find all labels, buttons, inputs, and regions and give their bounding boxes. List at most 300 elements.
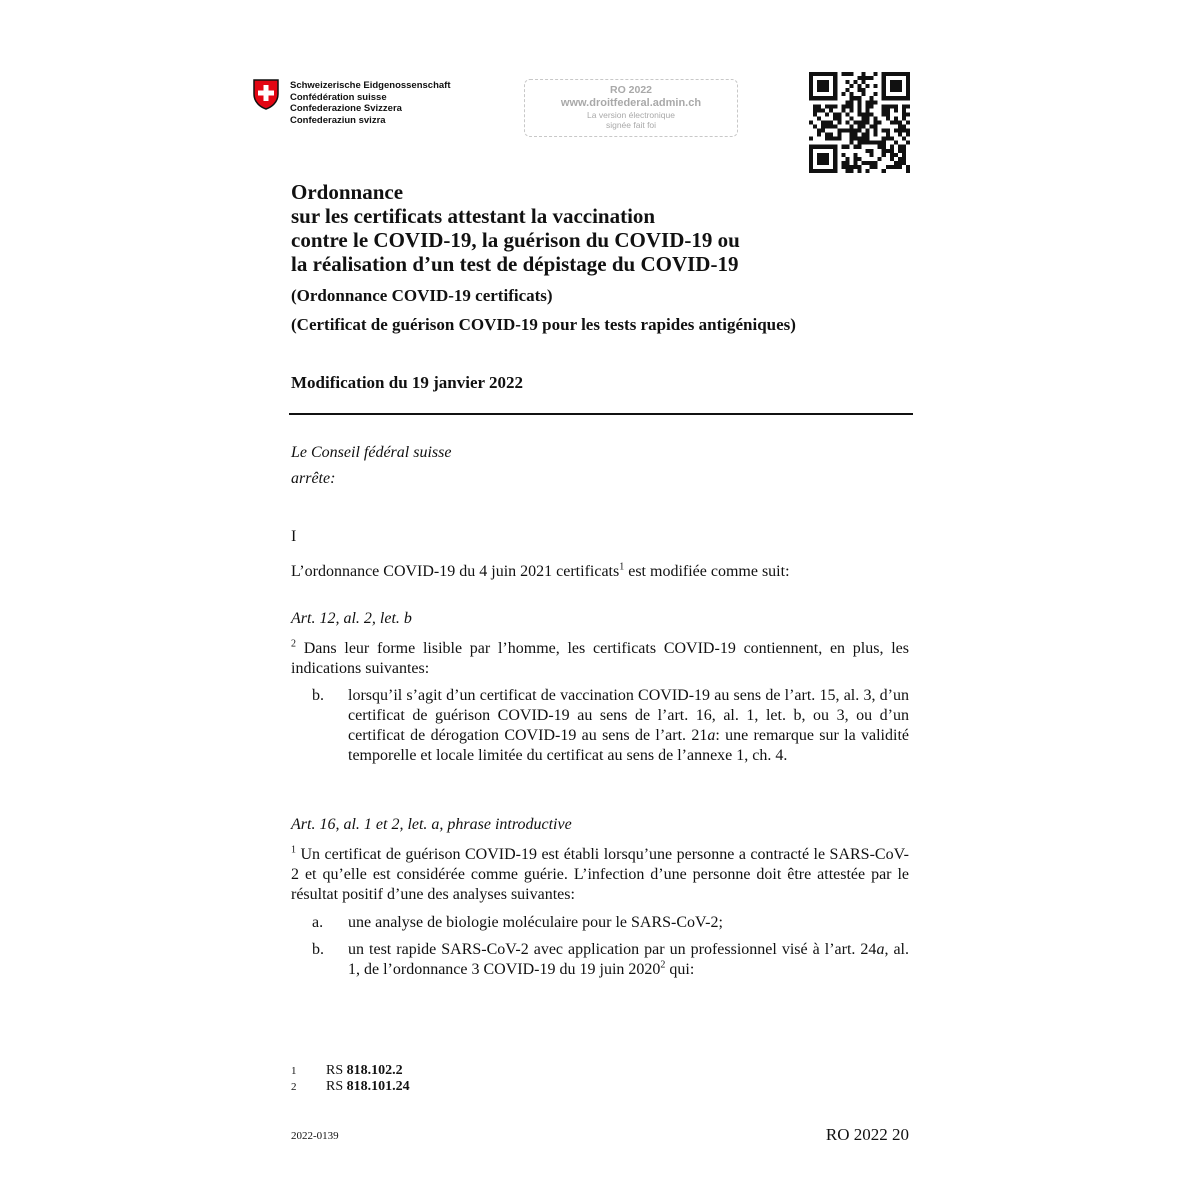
qr-module: [813, 108, 817, 112]
qr-module: [845, 145, 849, 149]
qr-module: [849, 125, 853, 129]
qr-module: [841, 108, 845, 112]
qr-module: [821, 161, 825, 165]
qr-module: [821, 80, 825, 84]
qr-module: [829, 137, 833, 141]
qr-module: [886, 108, 890, 112]
item-text-part: : une remarque sur la validité temporelle et locale limitée du certificat au sens de l’annexe 1, ch. 4.: [348, 727, 909, 764]
qr-module: [817, 84, 821, 88]
qr-module: [849, 72, 853, 76]
qr-module: [857, 84, 861, 88]
qr-module: [853, 153, 857, 157]
qr-module: [902, 108, 906, 112]
ordinance-title: [291, 180, 740, 276]
qr-module: [870, 149, 874, 153]
qr-module: [902, 149, 906, 153]
qr-module: [833, 96, 837, 100]
qr-module: [898, 72, 902, 76]
qr-module: [894, 116, 898, 120]
qr-module: [886, 96, 890, 100]
qr-module: [853, 157, 857, 161]
qr-module: [833, 116, 837, 120]
qr-module: [866, 149, 870, 153]
qr-module: [870, 96, 874, 100]
qr-module: [821, 84, 825, 88]
paragraph-number: 1: [291, 844, 296, 856]
qr-module: [849, 116, 853, 120]
qr-module: [829, 72, 833, 76]
qr-module: [866, 112, 870, 116]
qr-module: [862, 76, 866, 80]
qr-module: [862, 161, 866, 165]
qr-module: [898, 96, 902, 100]
qr-module: [833, 153, 837, 157]
qr-module: [898, 157, 902, 161]
qr-module: [829, 104, 833, 108]
qr-module: [874, 84, 878, 88]
qr-module: [874, 116, 878, 120]
qr-module: [898, 133, 902, 137]
qr-module: [833, 88, 837, 92]
item-text: une analyse de biologie moléculaire pour le SARS-CoV-2;: [348, 914, 723, 931]
qr-module: [902, 96, 906, 100]
subject-title: (Certificat de guérison COVID-19 pour les tests rapides antigéniques): [291, 315, 796, 334]
qr-module: [833, 112, 837, 116]
qr-module: [841, 165, 845, 169]
qr-module: [906, 80, 910, 84]
qr-module: [853, 80, 857, 84]
paragraph-text: Un certificat de guérison COVID-19 est établi lorsqu’une personne a contracté le SARS-CoV-2 et qu’elle est considérée comme guérie. L’infection d’une personne doit être attestée par le résultat positif d’une des analyses suivantes:: [291, 846, 909, 903]
qr-module: [813, 72, 817, 76]
qr-module: [886, 112, 890, 116]
footnote-reference: 818.101.24: [346, 1079, 410, 1094]
qr-module: [809, 165, 813, 169]
intro-text: L’ordonnance COVID-19 du 4 juin 2021 certificats: [291, 563, 620, 580]
qr-module: [890, 165, 894, 169]
qr-module: [849, 169, 853, 173]
qr-module: [906, 88, 910, 92]
qr-module: [857, 88, 861, 92]
qr-module: [870, 112, 874, 116]
qr-module: [825, 88, 829, 92]
qr-module: [837, 112, 841, 116]
qr-module: [817, 72, 821, 76]
swiss-cross-shield-icon: [252, 78, 280, 110]
qr-module: [853, 120, 857, 124]
title-line: contre le COVID-19, la guérison du COVID-19 ou: [291, 228, 740, 252]
qr-module: [898, 125, 902, 129]
qr-module: [833, 84, 837, 88]
qr-module: [825, 137, 829, 141]
qr-module: [902, 72, 906, 76]
qr-module: [845, 88, 849, 92]
qr-module: [809, 84, 813, 88]
qr-module: [809, 80, 813, 84]
qr-module: [874, 92, 878, 96]
qr-module: [845, 112, 849, 116]
qr-module: [878, 120, 882, 124]
qr-module: [833, 157, 837, 161]
qr-module: [866, 116, 870, 120]
qr-module: [898, 84, 902, 88]
qr-module: [809, 76, 813, 80]
qr-module: [890, 104, 894, 108]
qr-module: [817, 104, 821, 108]
qr-module: [902, 104, 906, 108]
footnote-text: [326, 1079, 410, 1095]
qr-module: [870, 141, 874, 145]
qr-module: [817, 145, 821, 149]
qr-module: [841, 161, 845, 165]
qr-module: [817, 157, 821, 161]
qr-module: [874, 120, 878, 124]
qr-module: [906, 104, 910, 108]
qr-module: [866, 108, 870, 112]
qr-module: [894, 88, 898, 92]
qr-module: [866, 120, 870, 124]
qr-module: [853, 137, 857, 141]
qr-module: [829, 120, 833, 124]
qr-module: [894, 120, 898, 124]
qr-module: [825, 80, 829, 84]
item-text-part: lorsqu’il s’agit d’un certificat de vaccination COVID-19 au sens de l’art. 15, al. 3, d’un certificat de guérison COVID-19 au sens de l’art. 16, al. 1, let. b, ou 3, ou d’un certificat de dérogation COVID-19 au sens de l’art. 21: [348, 687, 909, 744]
qr-module: [894, 141, 898, 145]
qr-module: [862, 116, 866, 120]
qr-module: [902, 116, 906, 120]
qr-module: [874, 129, 878, 133]
qr-module: [821, 153, 825, 157]
qr-module: [906, 92, 910, 96]
qr-module: [833, 125, 837, 129]
paragraph-number: 2: [291, 638, 296, 650]
art16-paragraph: [291, 845, 909, 905]
qr-module: [857, 108, 861, 112]
qr-module: [902, 129, 906, 133]
qr-module: [898, 165, 902, 169]
qr-module: [894, 108, 898, 112]
qr-module: [829, 108, 833, 112]
qr-module: [890, 145, 894, 149]
qr-module: [821, 169, 825, 173]
qr-module: [857, 169, 861, 173]
qr-module: [841, 129, 845, 133]
qr-module: [833, 145, 837, 149]
qr-module: [890, 96, 894, 100]
qr-module: [866, 141, 870, 145]
stamp-website: www.droitfederal.admin.ch: [560, 97, 702, 109]
qr-module: [833, 92, 837, 96]
qr-module: [882, 137, 886, 141]
footnote-ref: 1: [619, 561, 625, 573]
qr-module: [809, 157, 813, 161]
qr-module: [862, 80, 866, 84]
qr-module: [870, 100, 874, 104]
art12-item-b: [312, 686, 909, 766]
confederation-name-fr: Confédération suisse: [290, 91, 387, 103]
qr-module: [849, 165, 853, 169]
qr-module: [902, 157, 906, 161]
short-title: (Ordonnance COVID-19 certificats): [291, 286, 553, 305]
qr-module: [809, 88, 813, 92]
qr-module: [849, 141, 853, 145]
qr-module: [866, 76, 870, 80]
qr-module: [813, 112, 817, 116]
qr-module: [829, 169, 833, 173]
footnote-prefix: RS: [326, 1063, 347, 1078]
qr-module: [825, 133, 829, 137]
footnote-text: [326, 1063, 403, 1079]
qr-module: [833, 104, 837, 108]
qr-module: [853, 133, 857, 137]
page-reference: RO 2022 20: [825, 1125, 909, 1144]
qr-module: [841, 104, 845, 108]
qr-module: [817, 96, 821, 100]
qr-module: [833, 169, 837, 173]
qr-module: [825, 145, 829, 149]
paragraph-text: Dans leur forme lisible par l’homme, les certificats COVID-19 contiennent, en plus, les indications suivantes:: [291, 640, 909, 677]
qr-module: [894, 104, 898, 108]
qr-module: [882, 92, 886, 96]
qr-module: [829, 125, 833, 129]
qr-module: [866, 137, 870, 141]
confederation-name-de: Schweizerische Eidgenossenschaft: [290, 80, 451, 91]
qr-module: [894, 165, 898, 169]
qr-module: [898, 88, 902, 92]
qr-module: [862, 133, 866, 137]
qr-module: [874, 161, 878, 165]
intro-paragraph: [291, 563, 790, 581]
qr-module: [809, 92, 813, 96]
qr-module: [853, 129, 857, 133]
footnotes: [291, 1063, 410, 1095]
qr-module: [825, 153, 829, 157]
qr-module: [853, 165, 857, 169]
qr-module: [886, 165, 890, 169]
qr-module: [886, 116, 890, 120]
qr-module: [817, 161, 821, 165]
qr-module: [890, 72, 894, 76]
qr-module: [845, 165, 849, 169]
qr-module: [906, 169, 910, 173]
qr-module: [809, 96, 813, 100]
qr-module: [837, 133, 841, 137]
qr-module: [849, 92, 853, 96]
qr-module: [821, 108, 825, 112]
section-number: I: [291, 528, 297, 545]
qr-module: [898, 120, 902, 124]
qr-module: [874, 72, 878, 76]
qr-module: [862, 141, 866, 145]
qr-module: [870, 125, 874, 129]
qr-module: [866, 104, 870, 108]
qr-module: [825, 169, 829, 173]
qr-module: [845, 72, 849, 76]
qr-module: [906, 120, 910, 124]
qr-module: [849, 129, 853, 133]
confederation-names: [290, 80, 451, 126]
stamp-note-1: La version électronique: [587, 110, 675, 120]
qr-module: [845, 80, 849, 84]
title-line: Ordonnance: [291, 180, 404, 204]
qr-module: [809, 145, 813, 149]
qr-module: [906, 84, 910, 88]
qr-module: [853, 96, 857, 100]
qr-module: [874, 125, 878, 129]
qr-module: [862, 72, 866, 76]
qr-module: [866, 100, 870, 104]
qr-module: [817, 129, 821, 133]
footnote-number: 2: [291, 1081, 297, 1093]
qr-module: [882, 169, 886, 173]
qr-module: [849, 84, 853, 88]
qr-module: [862, 125, 866, 129]
qr-module: [882, 96, 886, 100]
qr-module: [890, 149, 894, 153]
qr-module: [882, 108, 886, 112]
qr-module: [878, 157, 882, 161]
stamp-collection: RO 2022: [609, 84, 653, 96]
qr-module: [821, 88, 825, 92]
qr-module: [849, 100, 853, 104]
qr-module: [857, 104, 861, 108]
qr-module: [906, 141, 910, 145]
qr-module: [841, 145, 845, 149]
qr-module: [841, 153, 845, 157]
qr-module: [833, 72, 837, 76]
qr-module: [813, 145, 817, 149]
qr-module: [862, 92, 866, 96]
qr-module: [833, 165, 837, 169]
confederation-name-rm: Confederaziun svizra: [290, 114, 386, 126]
qr-module: [890, 120, 894, 124]
qr-module: [817, 153, 821, 157]
qr-module: [898, 129, 902, 133]
qr-module: [845, 100, 849, 104]
qr-module: [825, 125, 829, 129]
qr-module: [809, 120, 813, 124]
qr-module: [857, 125, 861, 129]
qr-module: [829, 133, 833, 137]
qr-module: [866, 133, 870, 137]
qr-module: [833, 149, 837, 153]
qr-module: [902, 125, 906, 129]
qr-module: [833, 80, 837, 84]
footnote-number: 1: [291, 1065, 297, 1077]
qr-module: [894, 96, 898, 100]
qr-module: [882, 149, 886, 153]
qr-module: [845, 157, 849, 161]
qr-module: [809, 169, 813, 173]
qr-module: [825, 161, 829, 165]
qr-module: [845, 129, 849, 133]
qr-module: [906, 96, 910, 100]
qr-module: [894, 129, 898, 133]
qr-module: [906, 72, 910, 76]
qr-module: [902, 161, 906, 165]
qr-module: [898, 161, 902, 165]
qr-module: [849, 137, 853, 141]
qr-module: [857, 100, 861, 104]
footnote: [291, 1063, 410, 1079]
qr-module: [837, 129, 841, 133]
qr-module: [829, 145, 833, 149]
item-text: [348, 940, 909, 980]
title-line: sur les certificats attestant la vaccination: [291, 204, 656, 228]
qr-module: [894, 84, 898, 88]
stamp-note-2: signée fait foi: [605, 120, 657, 130]
qr-module: [849, 133, 853, 137]
art16-item-b: [312, 940, 909, 980]
qr-module: [825, 120, 829, 124]
confederation-logo: [252, 78, 451, 126]
qr-module: [870, 153, 874, 157]
item-text: [348, 686, 909, 766]
qr-module: [870, 76, 874, 80]
qr-module: [857, 141, 861, 145]
qr-module: [898, 145, 902, 149]
qr-module: [878, 141, 882, 145]
qr-module: [833, 161, 837, 165]
footnote-prefix: RS: [326, 1079, 347, 1094]
qr-module: [906, 129, 910, 133]
qr-module: [882, 129, 886, 133]
preamble-decree: arrête:: [291, 470, 336, 487]
qr-module: [882, 153, 886, 157]
qr-module: [833, 137, 837, 141]
qr-module: [857, 129, 861, 133]
qr-module: [821, 72, 825, 76]
title-line: la réalisation d’un test de dépistage du COVID-19: [291, 252, 739, 276]
qr-module: [886, 149, 890, 153]
preamble-authority: Le Conseil fédéral suisse: [291, 444, 452, 461]
qr-module: [870, 161, 874, 165]
qr-module: [837, 137, 841, 141]
item-text-part: , al. 1, de l’ordonnance 3 COVID-19 du 19 juin 2020: [348, 941, 910, 978]
qr-module: [874, 165, 878, 169]
item-label: a.: [312, 914, 324, 931]
qr-module: [862, 112, 866, 116]
intro-text-end: est modifiée comme suit:: [624, 563, 790, 580]
qr-module: [845, 161, 849, 165]
qr-module: [898, 149, 902, 153]
qr-module: [825, 96, 829, 100]
item-text-part: qui:: [665, 961, 695, 978]
qr-module: [813, 96, 817, 100]
qr-module: [890, 137, 894, 141]
qr-module: [886, 72, 890, 76]
qr-module: [890, 157, 894, 161]
art12-paragraph: [291, 639, 909, 679]
qr-module: [857, 120, 861, 124]
qr-module: [902, 137, 906, 141]
qr-module: [817, 169, 821, 173]
qr-module: [906, 76, 910, 80]
qr-module: [862, 120, 866, 124]
qr-module: [821, 120, 825, 124]
qr-module: [898, 80, 902, 84]
qr-module: [825, 72, 829, 76]
qr-module: [882, 80, 886, 84]
qr-module: [882, 88, 886, 92]
qr-module: [857, 112, 861, 116]
qr-module: [829, 96, 833, 100]
qr-module: [866, 161, 870, 165]
qr-module: [845, 120, 849, 124]
item-text-part: un test rapide SARS-CoV-2 avec application par un professionnel visé à l’art. 24: [348, 941, 877, 958]
qr-module: [849, 104, 853, 108]
qr-module: [874, 133, 878, 137]
qr-module: [857, 165, 861, 169]
